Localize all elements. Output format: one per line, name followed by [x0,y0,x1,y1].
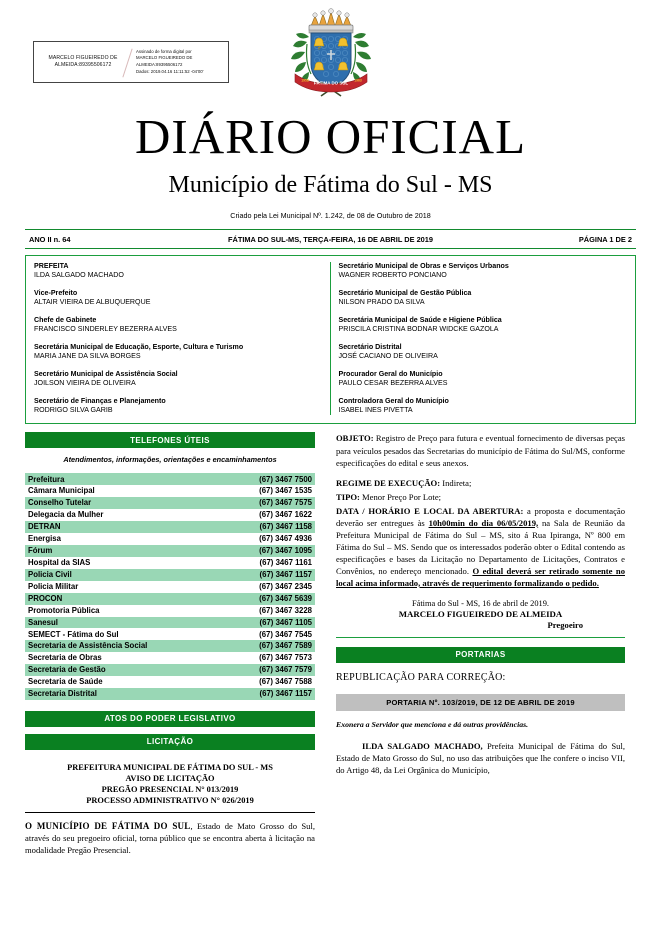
telefone-number: (67) 3467 1105 [222,617,315,629]
telefone-number: (67) 3467 7500 [222,473,315,485]
telefone-number: (67) 3467 1535 [259,486,312,496]
portaria-body: Prefeita Municipal de Fátima do Sul, Estado de Mato Grosso do Sul, no uso das atribuições que lhe confere o inciso VII, do Artigo 48, da Lei Orgânica do Município, [336,740,625,776]
abertura-label: DATA / HORÁRIO E LOCAL DA ABERTURA: [336,505,524,516]
abertura-final-note: O edital deverá ser retirado somente no local acima informado, através de requerimento formalizando o pedido. [336,565,625,588]
official-entry [34,370,322,388]
official-entry [34,343,322,361]
official-role: Chefe de Gabinete [34,316,97,325]
table-row [25,521,315,533]
telefone-number: (67) 3467 1095 [222,545,315,557]
abertura-text2: na Sala de Reunião da Prefeitura Municipal de Fátima do Sul – MS, sito á Rua Ipiranga, Nº 800 em Fátima do Sul – MS. Sendo que os interessados poderão obter o Edital contendo as especificações e bases da Licitação no Departamento de Licitações, Contratos e Convênios, no endereço mencionado. [336,517,625,576]
table-row [25,581,315,593]
telefone-number: (67) 3467 1161 [259,558,312,568]
table-row [25,664,315,676]
officials-column-right [331,262,636,415]
telefone-number: (67) 3467 7575 [222,497,315,509]
telefone-number: (67) 3467 7579 [222,664,315,676]
right-column [325,432,625,856]
telefone-name: Promotoria Pública [28,605,100,615]
official-role: Secretária Municipal de Educação, Esporte, Cultura e Turismo [34,343,244,352]
official-entry [34,316,322,334]
coat-of-arms-year-left: 1958 [300,78,309,83]
divider [336,637,625,638]
left-column [25,432,325,856]
portaria-title-band: PORTARIA Nº. 103/2019, DE 12 DE ABRIL DE 2019 [336,694,625,711]
official-role: Secretário Municipal de Gestão Pública [338,289,472,298]
official-entry [339,262,628,280]
licitacao-heading-line1: PREFEITURA MUNICIPAL DE FÁTIMA DO SUL - MS [67,762,273,772]
table-row [25,676,315,688]
telefone-name: Prefeitura [25,473,222,485]
telefone-number: (67) 3467 7573 [259,653,312,663]
official-role: Controladora Geral do Município [338,397,449,406]
telefone-number: (67) 3467 7545 [259,629,312,639]
telefone-name: Sanesul [25,617,222,629]
divider [25,812,315,813]
telefone-number: (67) 3467 1158 [222,521,315,533]
official-name: FRANCISCO SINDERLEY BEZERRA ALVES [34,325,177,334]
telefone-number: (67) 3467 5639 [222,593,315,605]
telefone-name: Hospital da SIAS [28,558,91,568]
telefones-subtitle: Atendimentos, informações, orientações e encaminhamentos [63,455,277,465]
official-role: Vice-Prefeito [34,289,78,298]
table-row [25,617,315,629]
coat-of-arms-ribbon-text: FÁTIMA DO SUL [313,80,348,86]
official-role: Secretária Municipal de Saúde e Higiene Pública [338,316,502,325]
licitacao-heading-line3: PREGÃO PRESENCIAL N° 013/2019 [101,785,239,795]
telefone-name: Secretaria Distrital [25,688,222,700]
regime-label: REGIME DE EXECUÇÃO: [336,477,441,488]
licitacao-paragraph [25,820,315,857]
official-entry [339,289,628,307]
official-role: PREFEITA [34,262,69,270]
table-row [25,485,315,497]
official-entry [339,343,628,361]
telefone-number: (67) 3467 7589 [222,640,315,652]
official-name: RODRIGO SILVA GARIB [34,406,113,415]
official-role: Secretário Distrital [338,343,402,352]
signature-subject-line2: ALMEIDA:89395506172 [54,62,112,68]
table-row [25,628,315,640]
telefone-name: Fórum [25,545,222,557]
regime-paragraph [336,477,625,489]
telefone-name: Conselho Tutelar [25,497,222,509]
table-row [25,497,315,509]
telefone-name: Secretaria de Assistência Social [25,640,222,652]
telefone-name: Policia Civil [25,569,222,581]
table-row [25,533,315,545]
telefone-name: Energisa [28,534,61,544]
telefone-name: Secretaria de Obras [28,653,102,663]
official-name: NILSON PRADO DA SILVA [338,297,425,306]
telefone-number: (67) 3467 3228 [259,605,312,615]
abertura-datetime: 10h00min do dia 06/05/2019, [428,517,539,528]
telefones-uteis-banner: TELEFONES ÚTEIS [25,432,315,448]
telefone-name: Secretaria de Saúde [28,677,103,687]
officials-box [25,255,636,424]
table-row [25,640,315,652]
republicacao-text: REPUBLICAÇÃO PARA CORREÇÃO: [336,671,506,683]
content-columns [25,432,636,856]
signature-details [132,42,228,82]
portarias-banner: PORTARIAS [336,647,625,663]
table-row [25,605,315,617]
official-name: PAULO CESAR BEZERRA ALVES [338,379,448,388]
telefone-name: DETRAN [25,521,222,533]
table-row [25,509,315,521]
abertura-paragraph [336,505,625,589]
telefone-number: (67) 3467 1622 [259,510,312,520]
issue-info-bar [25,229,636,249]
signature-subject-line1: MARCELO FIGUEIREDO DE [48,55,118,62]
edital-sign-date: Fátima do Sul - MS, 16 de abril de 2019. [411,598,549,608]
official-name: JOILSON VIEIRA DE OLIVEIRA [34,379,136,388]
edital-sign-name: MARCELO FIGUEIREDO DE ALMEIDA [398,608,563,619]
official-role: Secretário Municipal de Obras e Serviços Urbanos [338,262,509,270]
licitacao-heading [25,762,315,806]
official-name: ALTAIR VIEIRA DE ALBUQUERQUE [34,297,151,306]
digital-signature-stamp [33,41,229,83]
telefone-number: (67) 3467 7588 [259,677,312,687]
tipo-text: Menor Preço Por Lote; [359,491,442,502]
official-name: ISABEL INES PIVETTA [338,406,413,415]
telefone-name: PROCON [25,593,222,605]
tipo-paragraph [336,491,625,503]
official-name: PRISCILA CRISTINA BODNAR WIDCKE GAZOLA [338,325,499,334]
official-name: JOSÉ CACIANO DE OLIVEIRA [338,352,438,361]
official-entry [339,397,628,415]
telefones-table [25,473,315,700]
table-row [25,545,315,557]
telefone-name: Câmara Municipal [28,486,95,496]
telefone-number: (67) 3467 1157 [222,569,315,581]
portaria-ementa: Exonera a Servidor que menciona e dá outras providências. [336,719,529,729]
signature-detail-line2: MARCELO FIGUEIREDO DE [136,55,193,61]
licitacao-lead: O MUNICÍPIO DE FÁTIMA DO SUL [25,821,191,832]
official-entry [34,262,322,280]
page-subtitle: Município de Fátima do Sul - MS [168,172,493,198]
objeto-label: OBJETO: [336,433,374,444]
official-name: ILDA SALGADO MACHADO [34,270,124,279]
official-entry [339,370,628,388]
signature-detail-line3: ALMEIDA:89395506172 [136,62,183,67]
licitacao-heading-line4: PROCESSO ADMINISTRATIVO N° 026/2019 [86,796,254,806]
table-row [25,652,315,664]
signature-subject [34,42,132,82]
official-role: Secretário de Finanças e Planejamento [34,397,166,406]
licitacao-heading-line2: AVISO DE LICITAÇÃO [125,774,215,784]
atos-poder-legislativo-banner: ATOS DO PODER LEGISLATIVO [25,711,315,727]
abertura-text1: a proposta e documentação deverão ser entregues às [336,505,625,528]
table-row [25,569,315,581]
telefone-name: Policia Militar [28,581,79,591]
telefone-name: Secretaria de Gestão [25,664,222,676]
telefone-name: Delegacia da Mulher [28,510,104,520]
telefone-name: SEMECT - Fátima do Sul [28,629,119,639]
portaria-paragraph [336,740,625,776]
licitacao-body: , Estado de Mato Grosso do Sul, através do seu pregoeiro oficial, torna público que se encontra aberta à licitação na modalidade Pregão Presencial. [25,821,315,856]
table-row [25,688,315,700]
officials-column-left [26,262,331,415]
tipo-label: TIPO: [336,491,360,502]
page-title: DIÁRIO OFICIAL [135,109,526,164]
table-row [25,473,315,485]
official-name: MARIA JANE DA SILVA BORGES [34,352,141,361]
official-entry [34,397,322,415]
created-by-law-text: Criado pela Lei Municipal Nº. 1.242, de 08 de Outubro de 2018 [230,211,431,220]
official-role: Procurador Geral do Município [338,370,443,379]
issue-date: FÁTIMA DO SUL-MS, TERÇA-FEIRA, 16 DE ABRIL DE 2019 [227,234,434,244]
coat-of-arms-icon [285,4,377,98]
portaria-lead: ILDA SALGADO MACHADO, [362,740,483,751]
table-row [25,557,315,569]
official-entry [34,289,322,307]
edital-sign-role: Pregoeiro [547,619,583,630]
licitacao-banner: LICITAÇÃO [25,734,315,750]
official-role: Secretário Municipal de Assistência Social [34,370,178,379]
telefone-number: (67) 3467 1157 [222,688,315,700]
issue-number: ANO II n. 64 [29,234,71,244]
official-entry [339,316,628,334]
objeto-text: Registro de Preço para futura e eventual fornecimento de diversas peças para veículos pesados das Secretarias do município de Fátima do Sul/MS, conforme especificações do edital e seus anexos. [336,433,625,468]
objeto-paragraph [336,432,625,468]
coat-of-arms-year-right: 1963 [353,78,362,83]
page-indicator: PÁGINA 1 DE 2 [578,234,632,244]
signature-detail-line1: Assinado de forma digital por [136,48,192,54]
official-name: WAGNER ROBERTO PONCIANO [338,270,447,279]
signature-detail-line4: Dados: 2019.04.16 11:11:52 -04'00' [136,68,204,74]
telefone-number: (67) 3467 2345 [259,581,312,591]
telefone-number: (67) 3467 4936 [259,534,312,544]
table-row [25,593,315,605]
regime-text: Indireta; [440,477,472,488]
